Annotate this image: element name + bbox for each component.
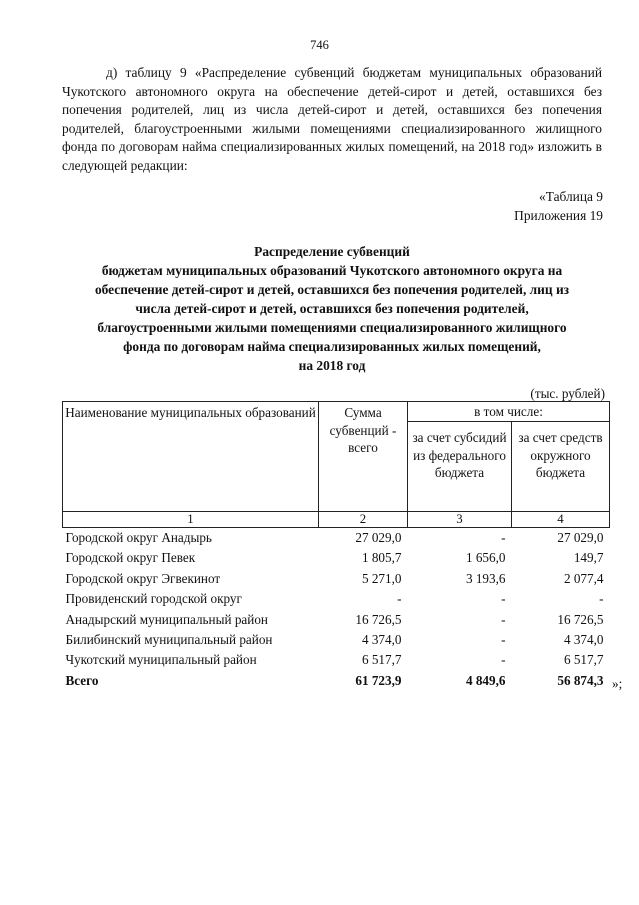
table-title-line: благоустроенными жилыми помещениями специализированного жилищного — [97, 320, 567, 335]
district-amount: 16 726,5 — [557, 611, 604, 627]
header-including: в том числе: — [408, 402, 610, 422]
total-amount: 16 726,5 — [355, 611, 402, 627]
total-row-label: Всего — [65, 672, 99, 688]
municipality-name: Анадырский муниципальный район — [65, 611, 268, 627]
table-row — [63, 610, 610, 630]
distribution-table — [62, 401, 610, 691]
table-reference-line: Приложения 19 — [514, 208, 603, 223]
federal-amount: - — [501, 530, 506, 545]
total-amount: 5 271,0 — [361, 570, 402, 586]
federal-amount: - — [501, 591, 506, 607]
district-amount: - — [599, 591, 604, 607]
closing-quote: »; — [612, 676, 623, 691]
table-title-line: Распределение субвенций — [254, 244, 410, 259]
municipality-name: Городской округ Эгвекинот — [65, 570, 221, 586]
table-title-line: бюджетам муниципальных образований Чукотского автономного округа на — [101, 263, 563, 278]
column-number: 3 — [408, 512, 512, 528]
total-row — [63, 671, 610, 691]
page-number: 746 — [310, 38, 329, 52]
distribution-table-wrapper — [62, 401, 609, 691]
table-row — [63, 650, 610, 670]
header-municipality: Наименование муниципальных образований — [63, 402, 319, 512]
total-amount: 27 029,0 — [355, 530, 402, 545]
district-amount: 27 029,0 — [557, 530, 604, 545]
table-title — [62, 242, 602, 375]
intro-paragraph — [62, 64, 602, 176]
federal-amount: 1 656,0 — [465, 550, 506, 566]
grand-total-district: 56 874,3 — [557, 672, 604, 688]
header-district: за счет средств окружного бюджета — [512, 422, 610, 512]
municipality-name: Чукотский муниципальный район — [65, 652, 257, 668]
municipality-name: Провиденский городской округ — [65, 591, 242, 607]
header-total: Сумма субвенций - всего — [319, 402, 408, 512]
table-row — [63, 569, 610, 589]
table-title-line: фонда по договорам найма специализированных жилых помещений, — [123, 339, 541, 354]
federal-amount: - — [501, 652, 506, 668]
column-number: 1 — [63, 512, 319, 528]
federal-amount: - — [501, 632, 506, 648]
district-amount: 4 374,0 — [563, 632, 604, 648]
district-amount: 2 077,4 — [563, 570, 604, 586]
district-amount: 149,7 — [573, 550, 604, 566]
municipality-name: Городской округ Анадырь — [65, 530, 212, 545]
total-amount: - — [397, 591, 402, 607]
table-title-line: числа детей-сирот и детей, оставшихся без попечения родителей, — [135, 301, 529, 316]
federal-amount: - — [501, 611, 506, 627]
district-amount: 6 517,7 — [563, 652, 604, 668]
table-reference-line: «Таблица 9 — [539, 189, 603, 204]
table-row — [63, 528, 610, 549]
table-title-line: на 2018 год — [298, 358, 366, 373]
total-amount: 4 374,0 — [361, 632, 402, 648]
municipality-name: Билибинский муниципальный район — [65, 632, 273, 648]
table-row — [63, 589, 610, 609]
municipality-name: Городской округ Певек — [65, 550, 196, 566]
total-amount: 6 517,7 — [361, 652, 402, 668]
table-row — [63, 630, 610, 650]
table-row — [63, 548, 610, 568]
table-title-line: обеспечение детей-сирот и детей, оставшихся без попечения родителей, лиц из — [94, 282, 570, 297]
grand-total-amount: 61 723,9 — [355, 672, 402, 688]
column-number: 4 — [512, 512, 610, 528]
intro-text: д) таблицу 9 «Распределение субвенций бюджетам муниципальных образований Чукотского автономного округа на обеспечение детей-сирот и детей, оставшихся без попечения родителей, лиц из числа детей-сирот и детей, оставшихся без попечения родителей, благоустроенными жилыми помещениями специализированного жилищного фонда по договорам найма специализированных жилых помещений, на 2018 год» изложить в следующей редакции: — [62, 65, 602, 173]
header-federal: за счет субсидий из федерального бюджета — [408, 422, 512, 512]
units-label: (тыс. рублей) — [530, 386, 605, 401]
column-number: 2 — [319, 512, 408, 528]
total-amount: 1 805,7 — [361, 550, 402, 566]
table-reference — [514, 187, 603, 225]
grand-total-federal: 4 849,6 — [465, 672, 506, 688]
federal-amount: 3 193,6 — [465, 570, 506, 586]
